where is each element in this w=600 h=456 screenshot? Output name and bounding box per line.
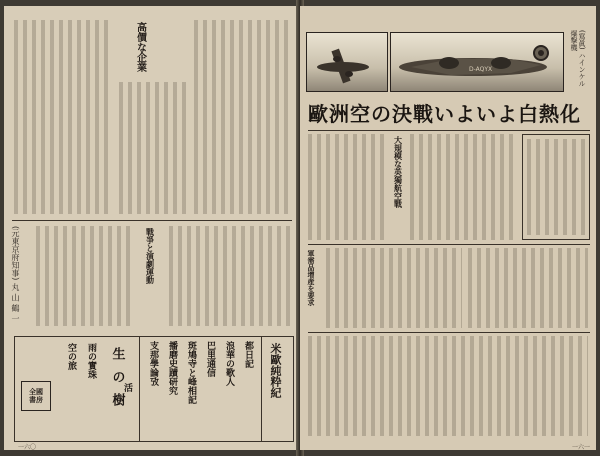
ad-book-5: 播磨史蹟研究: [167, 341, 177, 395]
left-body-text-middle-left: [36, 226, 132, 326]
right-body-text-lower-mid: [326, 248, 462, 328]
ad-book-list: [143, 341, 259, 437]
right-body-text-lower-right: [468, 248, 588, 328]
ad-book-2: 浪華の歌人: [224, 341, 234, 386]
left-subheading: 戰爭と演劇運動: [140, 228, 162, 324]
left-body-text-top-mid: [119, 82, 187, 214]
ad-middle-title: 生の樹: [109, 347, 125, 416]
bottom-subhead: 軍需品增産を要求: [307, 250, 316, 306]
left-section-heading: 高價な企業: [128, 22, 152, 78]
ad-top-title: 米歐純粋紀: [269, 343, 282, 398]
ad-book-6: 支那學論攷: [148, 341, 158, 386]
book-advertisement: [14, 336, 294, 442]
main-headline: 歐洲空の決戰いよいよ白熱化: [308, 102, 581, 126]
photo-caption: (寫眞) ハインケル爆撃機: [570, 30, 586, 87]
headline-rule: [308, 130, 590, 131]
right-page-number: 一六一: [572, 444, 591, 451]
summary-box: [522, 134, 590, 240]
ad-middle-sub: 活: [122, 383, 132, 392]
left-page-number: 一六〇: [18, 444, 37, 451]
left-body-text-top-left: [14, 20, 110, 214]
right-body-text-upper-right: [410, 134, 518, 240]
right-body-text-upper-left: [308, 134, 388, 240]
ad-book-3: 巴里通信: [205, 341, 215, 377]
publisher-seal: 全國書房: [21, 381, 51, 411]
plane-marking: D-AQYX: [469, 66, 493, 73]
ad-book-1: 都日記: [243, 341, 253, 368]
divider-top: [12, 220, 292, 221]
right-page: [300, 6, 596, 450]
ad-left-book-2: 空の旅: [66, 343, 76, 370]
right-subhead: 大規模な英獨航空戰: [393, 136, 404, 208]
ad-left-books: [61, 343, 101, 437]
bomber-small-image: [307, 33, 387, 91]
ad-book-4: 斑鳩寺と峰相記: [186, 341, 196, 404]
photo-bomber-small: [306, 32, 388, 92]
ad-left-book-1: 雨の實珠: [86, 343, 96, 379]
right-body-text-bottom: [308, 336, 588, 436]
left-body-text-top-right: [194, 20, 290, 214]
left-body-text-middle-right: [169, 226, 291, 326]
left-page: [4, 6, 298, 450]
bomber-large-image: [391, 33, 563, 91]
author-signature: (元東京府知事) 丸 山 鶴 一: [10, 226, 30, 346]
photo-bomber-large: [390, 32, 564, 92]
